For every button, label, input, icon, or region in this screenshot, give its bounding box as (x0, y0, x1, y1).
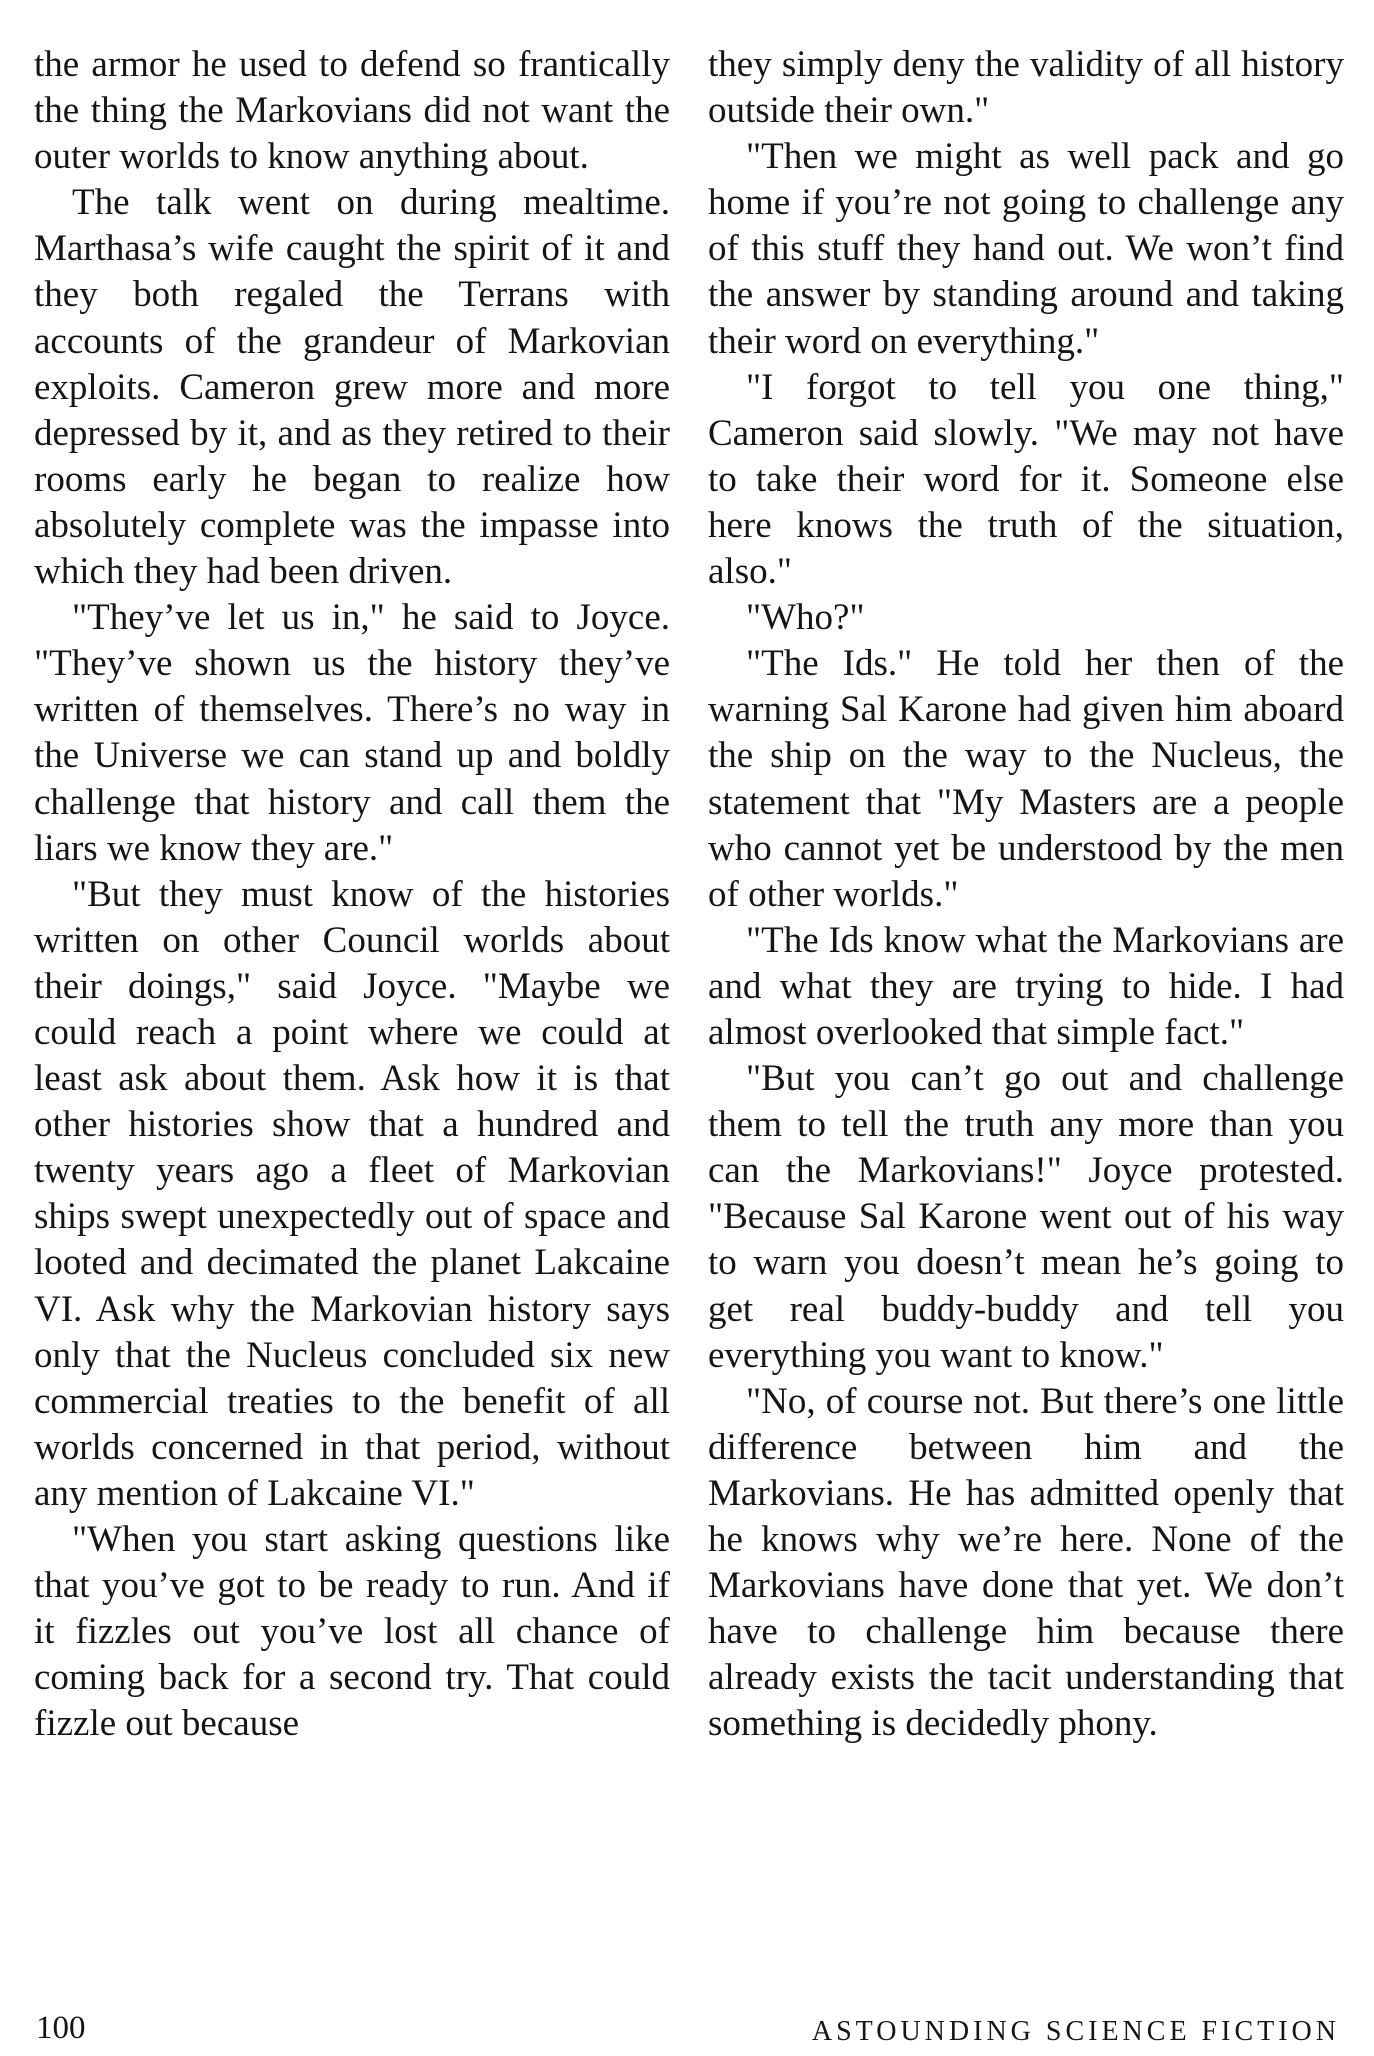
page-number: 100 (36, 2010, 86, 2046)
paragraph: "But you can’t go out and challenge them to tell the truth any more than you can the Markovians!" Joyce protested. "Because Sal Karone went out of his way to warn you doesn’t mean he’s going to get real buddy-buddy and tell you everything you want to know." (708, 1058, 1344, 1376)
paragraph: "But they must know of the histories written on other Council worlds about their doings," said Joyce. "Maybe we could reach a point where we could at least ask about them. Ask how it is that other histories show that a hundred and twenty years ago a fleet of Markovian ships swept unexpectedly out of space and looted and decimated the planet Lakcaine VI. Ask why the Markovian history says only that the Nucleus concluded six new commercial treaties to the benefit of all worlds concerned in that period, without any mention of Lakcaine VI." (34, 873, 670, 1514)
paragraph: they simply deny the validity of all history outside their own." (708, 44, 1344, 132)
paragraph: "They’ve let us in," he said to Joyce. "They’ve shown us the history they’ve written of themselves. There’s no way in the Universe we can stand up and boldly challenge that history and call them the liars we know they are." (34, 597, 670, 869)
paragraph: "Who?" (746, 597, 865, 639)
paragraph: the armor he used to defend so frantically the thing the Markovians did not want the outer worlds to know anything about. (34, 44, 670, 178)
paragraph: The talk went on during mealtime. Marthasa’s wife caught the spirit of it and they both regaled the Terrans with accounts of the grandeur of Markovian exploits. Cameron grew more and more depressed by it, and as they retired to their rooms early he began to realize how absolutely complete was the impasse into which they had been driven. (34, 182, 670, 593)
paragraph: "The Ids." He told her then of the warning Sal Karone had given him aboard the ship on the way to the Nucleus, the statement that "My Masters are a people who cannot yet be understood by the men of other worlds." (708, 643, 1344, 915)
paragraph: "When you start asking questions like that you’ve got to be ready to run. And if it fizzles out you’ve lost all chance of coming back for a second try. That could fizzle out because (34, 1519, 670, 1745)
left-column (34, 42, 670, 1747)
right-column (708, 42, 1344, 1747)
paragraph: "No, of course not. But there’s one little difference between him and the Markovians. He has admitted openly that he knows why we’re here. None of the Markovians have done that yet. We don’t have to challenge him because there already exists the tacit understanding that something is decidedly phony. (708, 1380, 1344, 1745)
paragraph: "The Ids know what the Markovians are and what they are trying to hide. I had almost overlooked that simple fact." (708, 919, 1344, 1053)
paragraph: "Then we might as well pack and go home if you’re not going to challenge any of this stuff they hand out. We won’t find the answer by standing around and taking their word on everything." (708, 136, 1344, 362)
paragraph: "I forgot to tell you one thing," Cameron said slowly. "We may not have to take their word for it. Someone else here knows the truth of the situation, also." (708, 366, 1344, 593)
running-title: ASTOUNDING SCIENCE FICTION (811, 2016, 1340, 2047)
